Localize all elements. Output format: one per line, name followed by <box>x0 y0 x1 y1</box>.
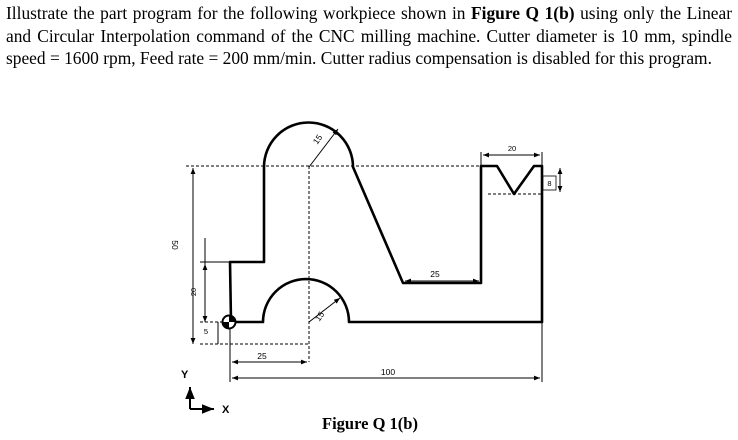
figure-reference: Figure Q 1(b) <box>471 3 575 23</box>
workpiece-outline <box>230 123 542 323</box>
dim-pocket-width: 25 <box>430 269 440 279</box>
dim-top-radius: 15 <box>310 132 325 147</box>
question-intro: Illustrate the part program for the following workpiece shown in <box>6 3 472 23</box>
axis-y-label: Y <box>181 369 189 381</box>
dim-bottom-radius: 15 <box>312 309 327 324</box>
coordinate-axes <box>190 387 214 409</box>
dim-bottom-offset: 5 <box>203 327 209 336</box>
axis-x-label: X <box>222 404 230 416</box>
dim-overall-height: 50 <box>170 240 180 250</box>
figure-caption: Figure Q 1(b) <box>322 414 418 433</box>
dimension-lines <box>193 129 560 382</box>
dim-left-step-height: 20 <box>189 287 198 297</box>
question-body: using only the Linear and Circular Interpolation command of the CNC milling machine. Cutter diameter is 10 mm, spindle speed = 1600 rpm, Feed rate = 200 mm/min. Cutter radius compensation is disabled for this program. <box>6 3 732 68</box>
dim-notch-width: 20 <box>507 144 517 153</box>
dim-arc-x-position: 25 <box>257 351 267 361</box>
dim-overall-length: 100 <box>380 367 396 377</box>
dim-notch-depth: 8 <box>547 179 552 188</box>
origin-marker <box>223 316 236 329</box>
